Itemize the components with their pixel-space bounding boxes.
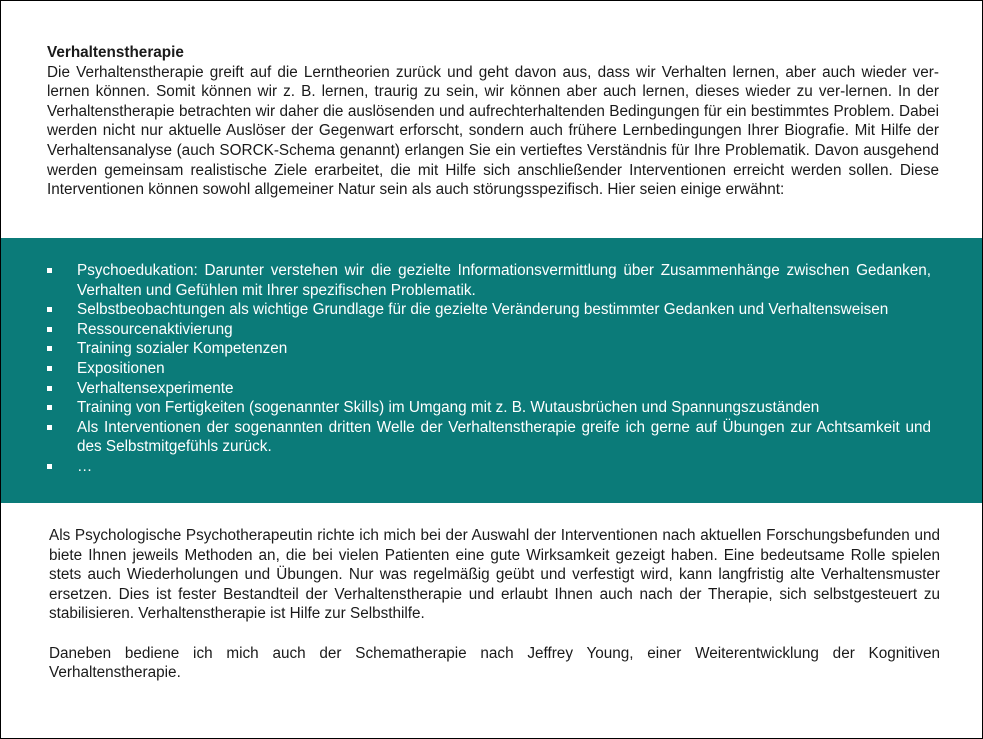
list-item xyxy=(47,457,931,477)
list-item xyxy=(47,300,931,320)
square-bullet-icon xyxy=(47,307,52,312)
square-bullet-icon xyxy=(47,405,52,410)
list-item xyxy=(47,320,931,340)
list-item xyxy=(47,418,931,457)
square-bullet-icon xyxy=(47,366,52,371)
paragraph: Daneben bediene ich mich auch der Schematherapie nach Jeffrey Young, einer Weiterentwicklung der Kognitiven Verhaltenstherapie. xyxy=(49,644,940,682)
paragraph: Als Psychologische Psychotherapeutin richte ich mich bei der Auswahl der Interventionen nach aktuellen Forschungsbefunden und biete Ihnen jeweils Methoden an, die bei vielen Patienten eine gute Wirksamkeit gezeigt haben. Eine bedeutsame Rolle spielen stets auch Wiederholungen und Übungen. Nur was regelmäßig geübt und verfestigt wird, kann langfristig alte Verhaltensmuster ersetzen. Dies ist fester Bestandteil der Verhaltenstherapie und erlaubt Ihnen auch nach der Therapie, sich selbstgesteuert zu stabilisieren. Verhaltenstherapie ist Hilfe zur Selbsthilfe. xyxy=(49,527,940,623)
list-item-text: Training sozialer Kompetenzen xyxy=(77,340,288,358)
list-item-text: Psychoedukation: Darunter verstehen wir die gezielte Informationsvermittlung über Zusammenhänge zwischen Gedanken, Verhalten und Gefühlen mit Ihrer spezifischen Problematik. xyxy=(77,262,931,299)
square-bullet-icon xyxy=(47,327,52,332)
list-item-text: Training von Fertigkeiten (sogenannter Skills) im Umgang mit z. B. Wutausbrüchen und Spannungszuständen xyxy=(77,399,820,417)
square-bullet-icon xyxy=(47,464,52,469)
intro-section xyxy=(47,43,939,200)
square-bullet-icon xyxy=(47,386,52,391)
interventions-list xyxy=(47,261,931,477)
list-item-text: Verhaltensexperimente xyxy=(77,379,234,397)
outro-section xyxy=(49,526,940,683)
intro-text: Die Verhaltenstherapie greift auf die Lerntheorien zurück und geht davon aus, dass wir Verhalten lernen, aber auch wieder ver-lernen können. Somit können wir z. B. lernen, traurig zu sein, wir können aber auch lernen, dieses wieder zu ver-lernen. In der Verhaltenstherapie betrachten wir daher die auslösenden und aufrechterhaltenden Bedingungen für ein bestimmtes Problem. Dabei werden nicht nur aktuelle Auslöser der Gegenwart erforscht, sondern auch frühere Lernbedingungen Ihrer Biografie. Mit Hilfe der Verhaltensanalyse (auch SORCK-Schema genannt) erlangen Sie ein vertieftes Verständnis für Ihre Problematik. Davon ausgehend werden gemeinsam realistische Ziele erarbeitet, die mit Hilfe sich anschließender Interventionen erreicht werden sollen. Diese Interventionen können sowohl allgemeiner Natur sein als auch störungsspezifisch. Hier seien einige erwähnt: xyxy=(47,63,939,199)
list-item-text: Als Interventionen der sogenannten dritten Welle der Verhaltenstherapie greife ich gerne auf Übungen zur Achtsamkeit und des Selbstmitgefühls zurück. xyxy=(77,418,931,456)
section-title: Verhaltenstherapie xyxy=(47,44,184,61)
square-bullet-icon xyxy=(47,268,52,273)
list-item xyxy=(47,398,931,418)
list-item xyxy=(47,379,931,399)
list-item-text: Selbstbeobachtungen als wichtige Grundlage für die gezielte Veränderung bestimmter Gedanken und Verhaltensweisen xyxy=(77,301,889,319)
square-bullet-icon xyxy=(47,346,52,351)
list-item xyxy=(47,339,931,359)
list-item-text: … xyxy=(77,457,93,475)
square-bullet-icon xyxy=(47,425,52,430)
list-item-text: Expositionen xyxy=(77,359,165,377)
list-item xyxy=(47,261,931,300)
list-item-text: Ressourcenaktivierung xyxy=(77,320,233,338)
interventions-band xyxy=(1,238,982,503)
list-item xyxy=(47,359,931,379)
